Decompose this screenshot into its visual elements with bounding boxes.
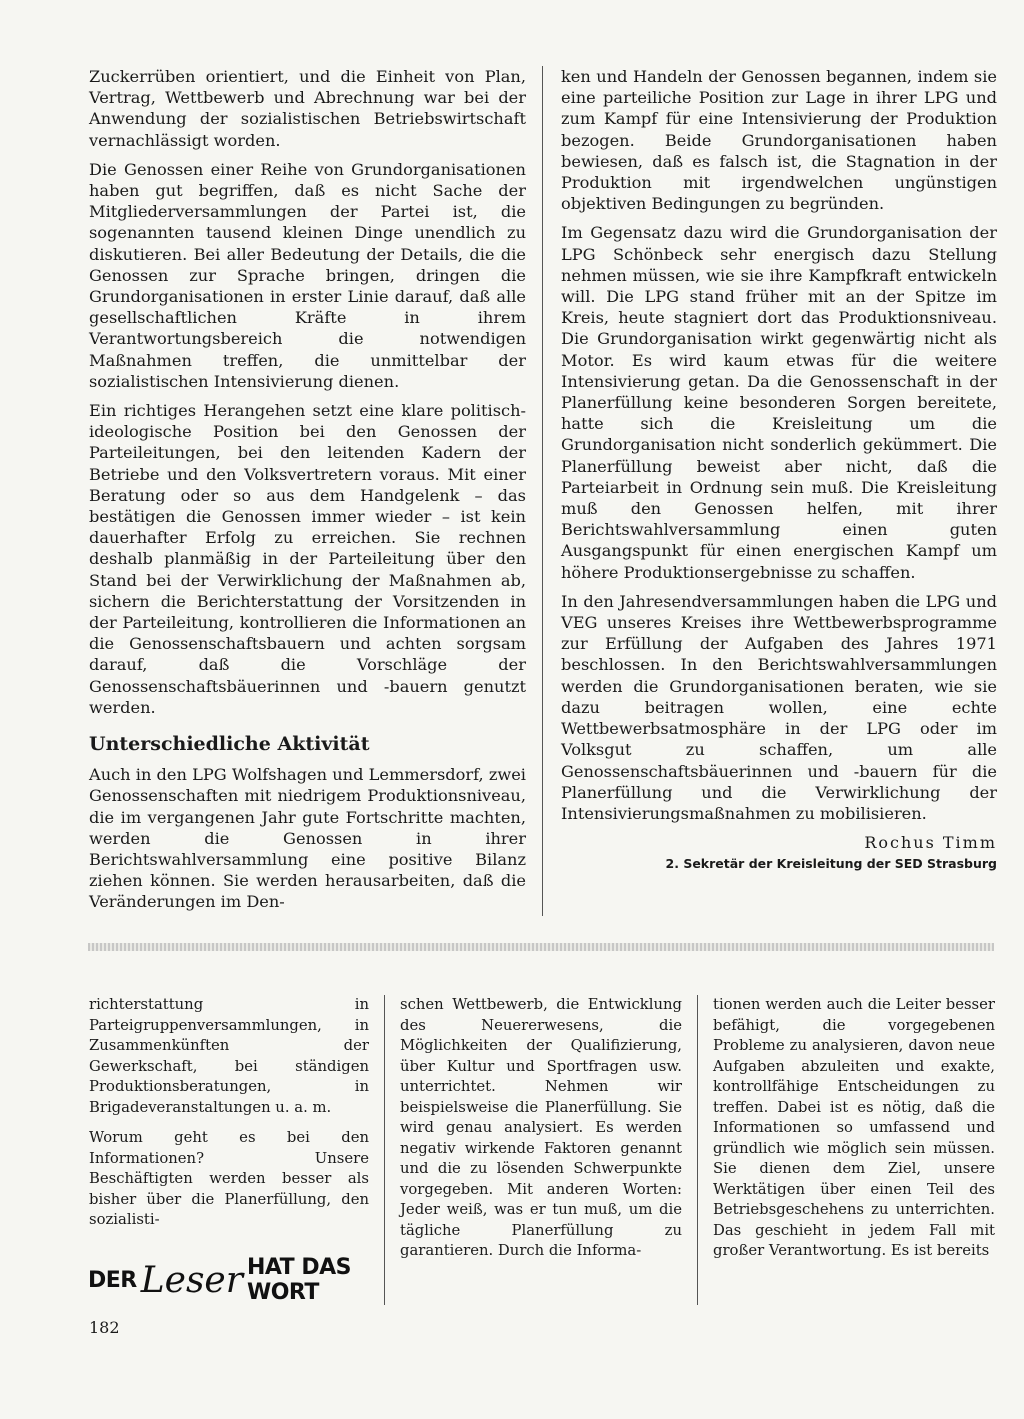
- paragraph: schen Wettbewerb, die Entwicklung des Neuererwesens, die Möglichkeiten der Qualifizierung, über Kultur und Sportfragen usw. unterrichtet. Nehmen wir beispielsweise die Planerfüllung. Sie wird genau analysiert. Es werden negativ wirkende Faktoren genannt und die zu lösenden Schwerpunkte vorgegeben. Mit anderen Worten: Jeder weiß, was er tun muß, um die tägliche Planerfüllung zu garantieren. Durch die Informa-: [400, 996, 682, 1259]
- reader-column-2: [400, 995, 682, 1272]
- logo-word: DER: [88, 1267, 137, 1293]
- reader-column-1: [89, 995, 369, 1241]
- paragraph: In den Jahresendversammlungen haben die LPG und VEG unseres Kreises ihre Wettbewerbsprogramme zur Erfüllung der Aufgaben des Jahres 1971 beschlossen. In den Berichtswahlversammlungen werden die Grundorganisationen beraten, wie sie dazu beitragen wollen, eine echte Wettbewerbsatmosphäre in der LPG oder im Volksgut zu schaffen, um alle Genossenschaftsbäuerinnen und -bauern für die Planerfüllung und die Verwirklichung der Intensivierungsmaßnahmen zu mobilisieren.: [561, 591, 997, 823]
- logo-word: HAT DAS WORT: [246, 1255, 351, 1305]
- column-divider: [542, 66, 543, 916]
- logo-script-word: Leser: [140, 1259, 243, 1301]
- page-number: 182: [89, 1318, 120, 1337]
- paragraph: tionen werden auch die Leiter besser befähigt, die vorgegebenen Probleme zu analysieren, davon neue Aufgaben abzuleiten und exakte, kontrollfähige Entscheidungen zu treffen. Dabei ist es nötig, daß die Informationen so umfassend und gründlich wie möglich sein müssen. Sie dienen dem Ziel, unsere Werktätigen über einen Teil des Betriebsgeschehens zu unterrichten. Das geschieht in jedem Fall mit großer Verantwortung. Es ist bereits: [713, 996, 995, 1259]
- paragraph: richterstattung in Parteigruppenversammlungen, in Zusammenkünften der Gewerkschaft, bei ständigen Produktionsberatungen, in Brigadeveranstaltungen u. a. m.: [89, 996, 369, 1116]
- paragraph: Ein richtiges Herangehen setzt eine klare politisch-ideologische Position bei den Genossen der Parteileitungen, bei den leitenden Kadern der Betriebe und den Volksvertretern voraus. Mit einer Beratung oder so aus dem Handgelenk – das bestätigen die Genossen immer wieder – ist kein dauerhafter Erfolg zu erreichen. Sie rechnen deshalb planmäßig in der Parteileitung über den Stand bei der Verwirklichung der Maßnahmen ab, sichern die Berichterstattung der Vorsitzenden in der Parteileitung, kontrollieren die Informationen an die Genossenschaftsbauern und achten sorgsam darauf, daß die Vorschläge der Genossenschaftsbäuerinnen und -bauern genutzt werden.: [89, 401, 526, 717]
- article-column-right: [561, 66, 997, 872]
- rubric-logo: [88, 1255, 368, 1305]
- paragraph: ken und Handeln der Genossen begannen, indem sie eine parteiliche Position zur Lage in ihrer LPG und zum Kampf für eine Intensivierung der Produktion bezogen. Beide Grundorganisationen haben bewiesen, daß es falsch ist, die Stagnation in der Produktion mit irgendwelchen ungünstigen objektiven Bedingungen zu begründen.: [561, 67, 997, 214]
- paragraph: Worum geht es bei den Informationen? Unsere Beschäftigten werden besser als bisher über die Planerfüllung, den sozialisti-: [89, 1129, 369, 1228]
- reader-column-3: [713, 995, 995, 1272]
- paragraph: Die Genossen einer Reihe von Grundorganisationen haben gut begriffen, daß es nicht Sache der Mitgliederversammlungen der Partei ist, die sogenannten tausend kleinen Dinge unendlich zu diskutieren. Bei aller Bedeutung der Details, die die Genossen zur Sprache bringen, dringen die Grundorganisationen in erster Linie darauf, daß alle gesellschaftlichen Kräfte in ihrem Verantwortungsbereich die notwendigen Maßnahmen treffen, die unmittelbar der sozialistischen Intensivierung dienen.: [89, 159, 526, 391]
- section-heading: Unterschiedliche Aktivität: [89, 733, 370, 756]
- article-column-left: [89, 66, 526, 913]
- paragraph: Zuckerrüben orientiert, und die Einheit von Plan, Vertrag, Wettbewerb und Abrechnung war bei der Anwendung der sozialistischen Betriebswirtschaft vernachlässigt worden.: [89, 67, 526, 150]
- column-divider: [384, 995, 385, 1305]
- paragraph: Auch in den LPG Wolfshagen und Lemmersdorf, zwei Genossenschaften mit niedrigem Produktionsniveau, die im vergangenen Jahr gute Fortschritte machten, werden die Genossen in ihrer Berichtswahlversammlung eine positive Bilanz ziehen können. Sie werden herausarbeiten, daß die Veränderungen im Den-: [89, 765, 526, 912]
- column-divider: [697, 995, 698, 1305]
- author-signature: Rochus Timm: [864, 833, 997, 853]
- paragraph: Im Gegensatz dazu wird die Grundorganisation der LPG Schönbeck sehr energisch dazu Stellung nehmen müssen, wie sie ihre Kampfkraft entwickeln will. Die LPG stand früher mit an der Spitze im Kreis, heute stagniert dort das Produktionsniveau. Die Grundorganisation wirkt gegenwärtig nicht als Motor. Es wird kaum etwas für die weitere Intensivierung getan. Da die Genossenschaft in der Planerfüllung keine besonderen Sorgen bereitete, hatte sich die Kreisleitung um die Grundorganisation nicht sonderlich gekümmert. Die Planerfüllung beweist aber nicht, daß die Parteiarbeit in Ordnung sein muß. Die Kreisleitung muß den Genossen helfen, mit ihrer Berichtswahlversammlung einen guten Ausgangspunkt für einen energischen Kampf um höhere Produktionsergebnisse zu schaffen.: [561, 223, 997, 582]
- section-divider: [88, 943, 994, 951]
- author-role: 2. Sekretär der Kreisleitung der SED Strasburg: [665, 856, 997, 872]
